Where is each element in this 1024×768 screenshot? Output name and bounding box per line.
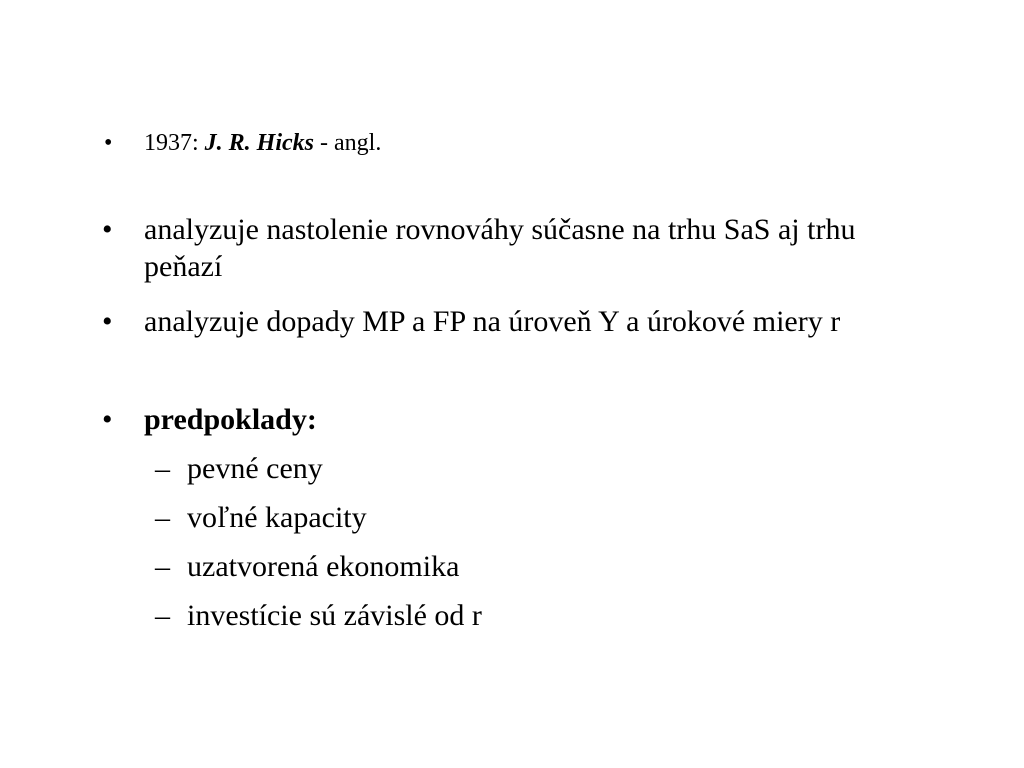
assumption-item-3 — [155, 548, 955, 586]
bullet-marker: • — [104, 130, 113, 156]
intro-text — [144, 128, 974, 158]
assumptions-heading: predpoklady: — [144, 403, 317, 436]
point-item-1 — [102, 211, 982, 287]
intro-year: 1937: — [144, 130, 199, 156]
bullet-marker: • — [102, 213, 113, 246]
assumption-text-2: voľné kapacity — [187, 501, 367, 534]
assumption-text-3: uzatvorená ekonomika — [187, 550, 460, 583]
bullet-marker: • — [102, 403, 113, 436]
dash-marker: – — [155, 550, 170, 583]
point-text-1-line-1: analyzuje nastolenie rovnováhy súčasne na trhu SaS aj trhu — [144, 213, 856, 246]
assumption-item-1 — [155, 450, 955, 488]
point-text-2: analyzuje dopady MP a FP na úroveň Y a úrokové miery r — [144, 305, 841, 338]
point-text-1 — [144, 211, 974, 285]
intro-suffix: - angl. — [320, 130, 382, 156]
assumptions-heading-item — [102, 401, 982, 439]
assumption-text-4: investície sú závislé od r — [187, 599, 482, 632]
bullet-marker: • — [102, 305, 113, 338]
assumption-item-2 — [155, 499, 955, 537]
point-text-1-line-2: peňazí — [144, 250, 223, 283]
assumption-item-4 — [155, 597, 955, 635]
point-item-2 — [102, 303, 982, 341]
dash-marker: – — [155, 452, 170, 485]
intro-bullet-item — [102, 128, 982, 160]
intro-author: J. R. Hicks — [204, 130, 315, 156]
dash-marker: – — [155, 599, 170, 632]
dash-marker: – — [155, 501, 170, 534]
assumption-text-1: pevné ceny — [187, 452, 323, 485]
